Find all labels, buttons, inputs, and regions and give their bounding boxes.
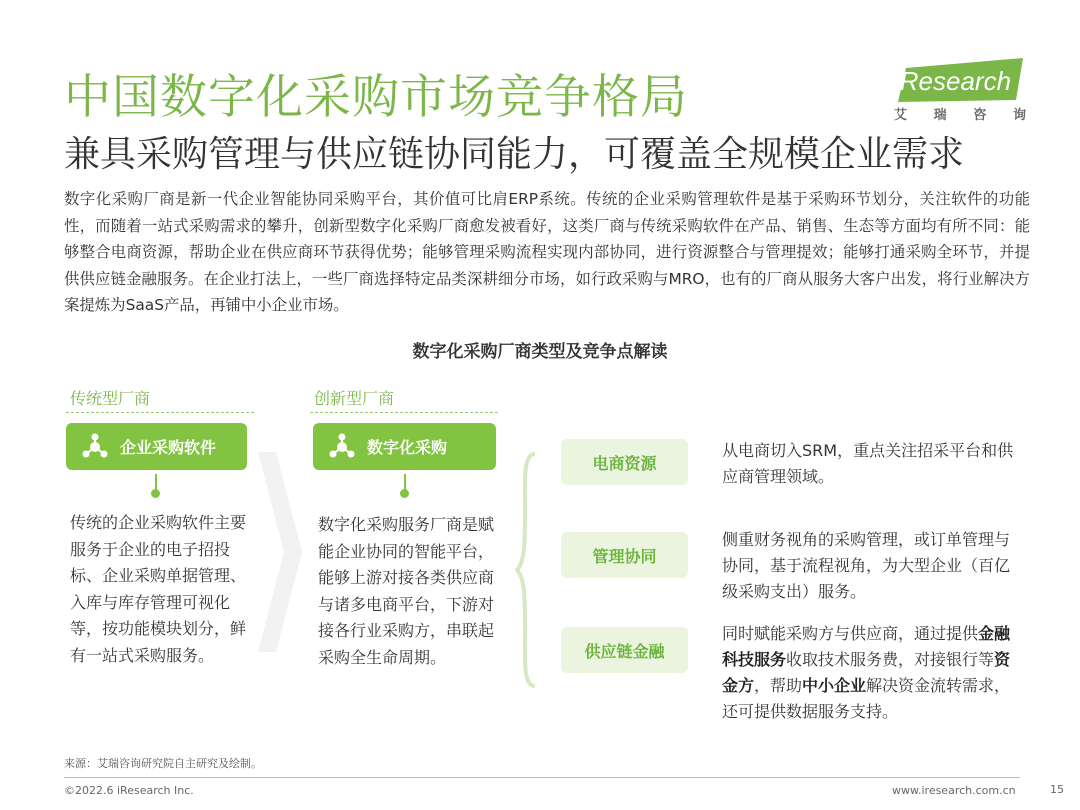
page-number: 15: [1050, 783, 1064, 796]
network-icon: [80, 432, 110, 462]
page-subtitle: 兼具采购管理与供应链协同能力，可覆盖全规模企业需求: [64, 134, 965, 175]
footer-divider: [64, 777, 1020, 778]
connector: [155, 474, 157, 490]
pill-management-collaboration: 管理协同: [561, 532, 688, 578]
page-title: 中国数字化采购市场竞争格局: [64, 70, 688, 125]
innovative-box: [313, 423, 496, 470]
connector-dot: [400, 489, 409, 498]
pill-supply-chain-finance: 供应链金融: [561, 627, 688, 673]
management-desc: 侧重财务视角的采购管理，或订单管理与协同，基于流程视角，为大型企业（百亿级采购支出）服务。: [722, 530, 1011, 601]
divider: [66, 412, 254, 413]
innovative-box-label: 数字化采购: [367, 438, 448, 457]
connector: [404, 474, 406, 490]
network-icon: [327, 432, 357, 462]
section-title: 数字化采购厂商类型及竞争点解读: [412, 342, 668, 362]
ecommerce-desc: 从电商切入SRM，重点关注招采平台和供应商管理领域。: [722, 441, 1014, 486]
finance-desc: 同时赋能采购方与供应商，通过提供金融科技服务收取技术服务费，对接银行等资金方，帮助中小企业解决资金流转需求，还可提供数据服务支持。: [722, 624, 1011, 721]
divider: [310, 412, 498, 413]
copyright: ©2022.6 iResearch Inc.: [64, 784, 194, 797]
arrow-chevron-icon: [258, 452, 302, 652]
innovative-label: 创新型厂商: [314, 389, 395, 408]
website-link[interactable]: www.iresearch.com.cn: [892, 784, 1016, 797]
logo-cn-text: 艾 瑞 咨 询: [894, 108, 1026, 123]
brace-icon: [515, 450, 539, 690]
connector-dot: [151, 489, 160, 498]
traditional-box-label: 企业采购软件: [120, 438, 217, 457]
source-note: 来源：艾瑞咨询研究院自主研究及绘制。: [64, 757, 262, 770]
traditional-label: 传统型厂商: [70, 389, 151, 408]
intro-paragraph: 数字化采购厂商是新一代企业智能协同采购平台，其价值可比肩ERP系统。传统的企业采购管理软件是基于采购环节划分，关注软件的功能性，而随着一站式采购需求的攀升，创新型数字化采购厂商愈发被看好，这类厂商与传统采购软件在产品、销售、生态等方面均有所不同：能够整合电商资源，帮助企业在供应商环节获得优势；能够管理采购流程实现内部协同，进行资源整合与管理提效；能够打通采购全环节，并提供供应链金融服务。在企业打法上，一些厂商选择特定品类深耕细分市场，如行政采购与MRO，也有的厂商从服务大客户出发，将行业解决方案提炼为SaaS产品，再铺中小企业市场。: [64, 190, 1030, 315]
pill-ecommerce-resources: 电商资源: [561, 439, 688, 485]
traditional-desc: 传统的企业采购软件主要服务于企业的电子招投标、企业采购单据管理、入库与库存管理可视化等，按功能模块划分，鲜有一站式采购服务。: [70, 513, 247, 665]
innovative-desc: 数字化采购服务厂商是赋能企业协同的智能平台，能够上游对接各类供应商与诸多电商平台，下游对接各行业采购方，串联起采购全生命周期。: [318, 515, 495, 667]
traditional-box: [66, 423, 247, 470]
logo-text: iResearch: [894, 66, 1012, 96]
